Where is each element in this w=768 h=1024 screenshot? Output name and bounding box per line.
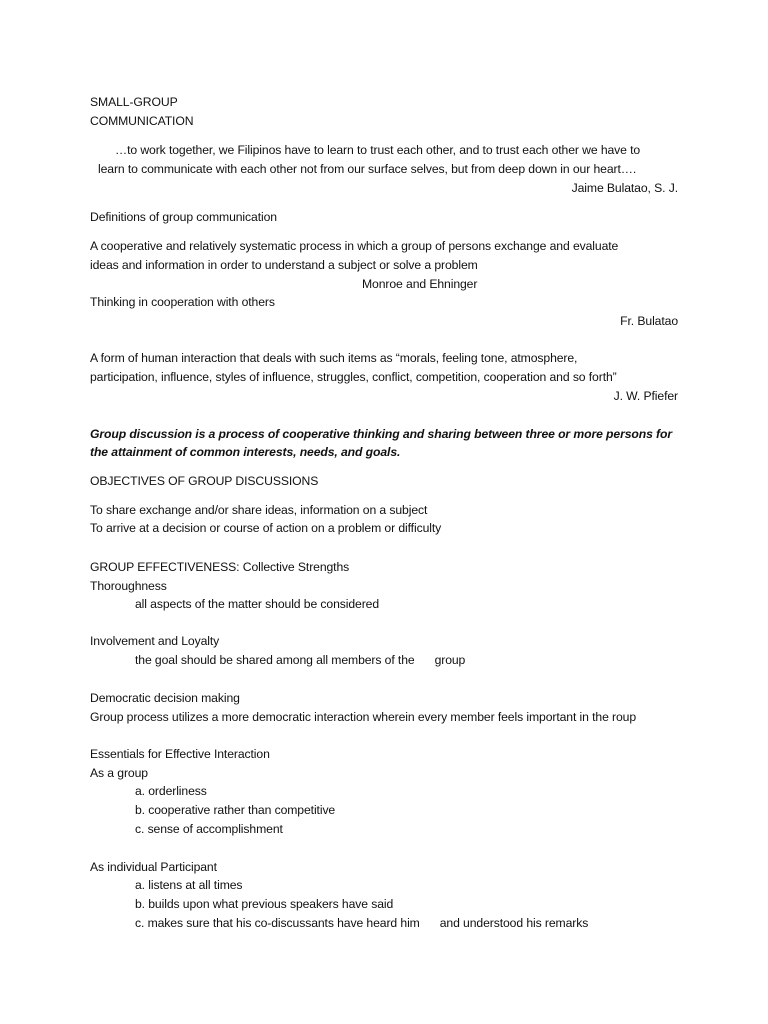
definition-3-line2: participation, influence, styles of influence, struggles, conflict, competition, cooperation and so forth” (90, 370, 617, 384)
individual-item-3-part1: c. makes sure that his co-discussants have heard him (135, 916, 420, 930)
individual-item-1: a. listens at all times (135, 878, 243, 892)
objective-item-2: To arrive at a decision or course of action on a problem or difficulty (90, 521, 442, 535)
group-item-2: b. cooperative rather than competitive (135, 803, 336, 817)
involvement-label: Involvement and Loyalty (90, 634, 220, 648)
objectives-heading: OBJECTIVES OF GROUP DISCUSSIONS (90, 474, 319, 488)
definition-1-author: Monroe and Ehninger (362, 277, 478, 291)
involvement-description-part1: the goal should be shared among all members of the (135, 653, 415, 667)
democratic-label: Democratic decision making (90, 691, 240, 705)
epigraph-attribution: Jaime Bulatao, S. J. (571, 181, 678, 195)
as-individual-heading: As individual Participant (90, 860, 217, 874)
as-group-heading: As a group (90, 766, 148, 780)
emphasis-line1: Group discussion is a process of cooperative thinking and sharing between three or more persons for (90, 427, 672, 441)
individual-item-3 (135, 915, 588, 931)
group-item-3: c. sense of accomplishment (135, 822, 283, 836)
document-title-line1: SMALL-GROUP (90, 95, 178, 109)
essentials-heading: Essentials for Effective Interaction (90, 747, 270, 761)
emphasis-line2: the attainment of common interests, needs, and goals. (90, 445, 401, 459)
definition-2-author: Fr. Bulatao (620, 314, 678, 328)
individual-item-3-part2: and understood his remarks (439, 916, 589, 930)
group-item-1: a. orderliness (135, 784, 207, 798)
objective-item-1: To share exchange and/or share ideas, information on a subject (90, 503, 428, 517)
democratic-description: Group process utilizes a more democratic interaction wherein every member feels important in the roup (90, 710, 637, 724)
definition-1-line2: ideas and information in order to understand a subject or solve a problem (90, 258, 478, 272)
thoroughness-label: Thoroughness (90, 579, 167, 593)
definition-2: Thinking in cooperation with others (90, 295, 275, 309)
involvement-description-part2: group (434, 653, 466, 667)
effectiveness-heading: GROUP EFFECTIVENESS: Collective Strengths (90, 560, 350, 574)
document-title-line2: COMMUNICATION (90, 114, 194, 128)
definition-1-line1: A cooperative and relatively systematic process in which a group of persons exchange and evaluate (90, 239, 619, 253)
definition-3-line1: A form of human interaction that deals with such items as “morals, feeling tone, atmosphere, (90, 351, 578, 365)
definitions-heading: Definitions of group communication (90, 210, 277, 224)
thoroughness-description: all aspects of the matter should be considered (135, 597, 380, 611)
involvement-description (135, 652, 465, 668)
epigraph-line1: …to work together, we Filipinos have to learn to trust each other, and to trust each other we have to (115, 143, 641, 157)
individual-item-2: b. builds upon what previous speakers have said (135, 897, 394, 911)
epigraph-line2: learn to communicate with each other not from our surface selves, but from deep down in our heart…. (98, 162, 637, 176)
definition-3-author: J. W. Pfiefer (613, 389, 678, 403)
